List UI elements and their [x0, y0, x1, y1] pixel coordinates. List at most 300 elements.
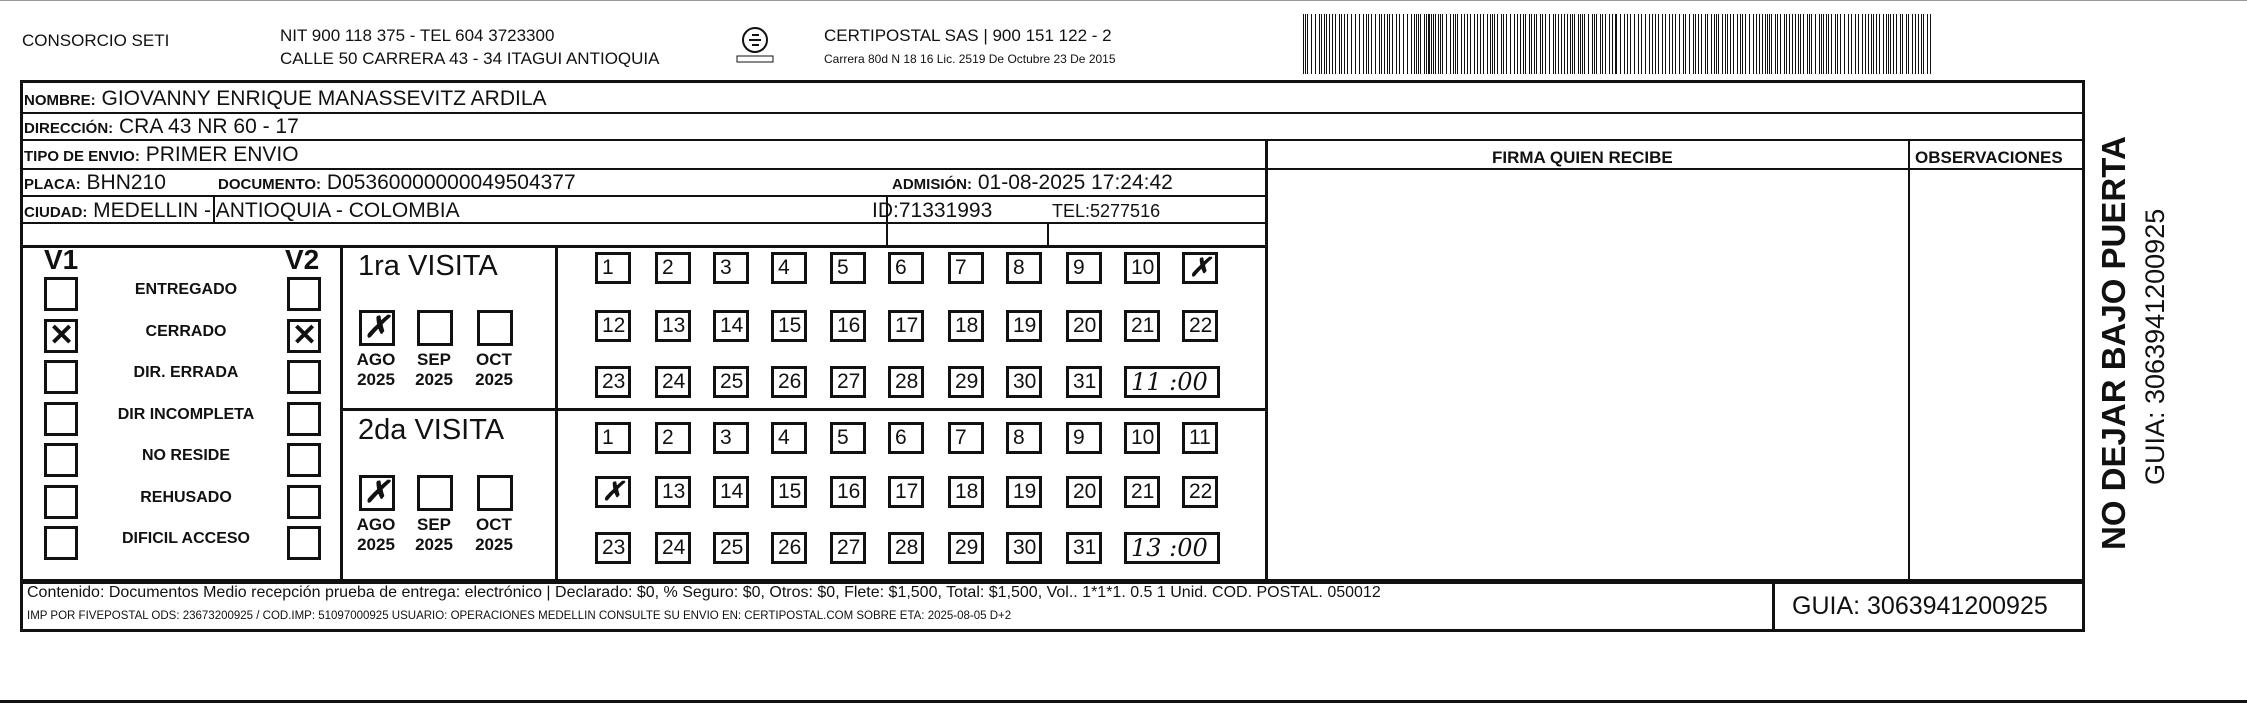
barcode-bar [1730, 14, 1731, 74]
barcode-bar [1762, 14, 1763, 74]
day-box[interactable]: 23 [595, 532, 631, 564]
day-box[interactable]: 6 [888, 252, 924, 284]
barcode-bar [1416, 14, 1417, 74]
barcode-bar [1900, 14, 1901, 74]
day-box[interactable]: 22 [1182, 476, 1218, 508]
barcode-bar [1379, 14, 1380, 74]
barcode-bar [1446, 14, 1447, 74]
barcode-bar [1669, 14, 1670, 74]
barcode-bar [1411, 14, 1412, 74]
month-checkbox[interactable] [477, 310, 513, 346]
day-box[interactable]: 26 [771, 366, 807, 398]
day-box[interactable]: 18 [948, 476, 984, 508]
barcode-bar [1848, 14, 1849, 74]
barcode-bar [1737, 14, 1738, 74]
barcode-bar [1359, 14, 1360, 74]
day-box[interactable]: 2 [655, 422, 691, 454]
barcode-bar [1347, 14, 1348, 74]
company-name: CONSORCIO SETI [22, 31, 170, 50]
barcode-bar [1665, 14, 1666, 74]
barcode-bar [1335, 14, 1336, 74]
month-year: 2025 [415, 535, 453, 554]
barcode-bar [1503, 14, 1504, 74]
barcode-bar [1725, 14, 1726, 74]
barcode-bar [1771, 14, 1772, 74]
barcode-bar [1407, 14, 1408, 74]
barcode-bar [1428, 14, 1430, 74]
barcode-bar [1742, 14, 1743, 74]
v1-checkbox[interactable] [44, 443, 78, 477]
barcode-bar [1615, 14, 1617, 74]
barcode-bar [1457, 14, 1458, 74]
barcode-bar [1324, 14, 1325, 74]
day-box-marked[interactable] [1182, 252, 1218, 284]
barcode-bar [1344, 14, 1345, 74]
day-box[interactable]: 31 [1066, 532, 1102, 564]
barcode-bar [1769, 14, 1770, 74]
barcode-bar [1414, 14, 1415, 74]
barcode-bar [1840, 14, 1841, 74]
day-box[interactable]: 18 [948, 310, 984, 342]
day-box[interactable]: 20 [1066, 476, 1102, 508]
barcode-bar [1679, 14, 1680, 74]
barcode-bar [1624, 14, 1625, 74]
month-checkbox[interactable] [477, 475, 513, 511]
barcode-bar [1698, 14, 1699, 74]
barcode-bar [1855, 14, 1856, 74]
day-box[interactable]: 21 [1124, 310, 1160, 342]
month-name: SEP [416, 515, 452, 534]
barcode-bar [1727, 14, 1728, 74]
barcode-bar [1888, 14, 1889, 74]
barcode-bar [1315, 14, 1316, 74]
barcode-bar [1609, 14, 1610, 74]
barcode-bar [1645, 14, 1646, 74]
documento-field: DOCUMENTO: D05360000000049504377 [218, 171, 576, 194]
day-box[interactable]: 24 [655, 366, 691, 398]
form-frame [20, 80, 2085, 584]
barcode-bar [1510, 14, 1511, 74]
barcode-bar [1384, 14, 1385, 74]
day-box[interactable]: 1 [595, 422, 631, 454]
barcode-bar [1303, 14, 1304, 74]
id-field: ID:71331993 [872, 199, 993, 222]
barcode-bar [1831, 14, 1832, 74]
barcode-bar [1433, 14, 1434, 74]
barcode-bar [1588, 14, 1589, 74]
barcode-bar [1851, 14, 1852, 74]
nombre-field: NOMBRE: GIOVANNY ENRIQUE MANASSEVITZ ARDILA [24, 87, 547, 110]
barcode-bar [1531, 14, 1532, 74]
v1-checkbox[interactable] [44, 526, 78, 560]
barcode-bar [1487, 14, 1488, 74]
barcode-bar [1311, 14, 1312, 74]
direccion-field: DIRECCIÓN: CRA 43 NR 60 - 17 [24, 115, 299, 138]
barcode-bar [1545, 14, 1546, 74]
barcode-bar [1906, 14, 1907, 74]
barcode-bar [1561, 14, 1562, 74]
barcode-bar [1714, 14, 1715, 74]
barcode-bar [1711, 14, 1712, 74]
firma-header: FIRMA QUIEN RECIBE [1492, 148, 1673, 167]
v1-label: V1 [44, 244, 79, 275]
barcode-bar [1789, 14, 1790, 74]
barcode-bar [1775, 14, 1776, 74]
day-box[interactable]: 25 [713, 532, 749, 564]
barcode-bar [1596, 14, 1597, 74]
barcode-bar [1387, 14, 1388, 74]
barcode-bar [1420, 14, 1421, 74]
barcode-bar [1893, 14, 1894, 74]
barcode-bar [1540, 14, 1541, 74]
barcode-bar [1658, 14, 1659, 74]
barcode-bar [1529, 14, 1530, 74]
day-box[interactable]: 9 [1066, 252, 1102, 284]
company-address: CALLE 50 CARRERA 43 - 34 ITAGUI ANTIOQUIA [280, 49, 660, 68]
barcode-bar [1815, 14, 1816, 74]
v1-checkbox[interactable] [44, 360, 78, 394]
barcode-bar [1520, 14, 1521, 74]
barcode-bar [1494, 14, 1495, 74]
day-box[interactable]: 5 [830, 422, 866, 454]
barcode-bar [1896, 14, 1897, 74]
day-box[interactable]: 15 [771, 310, 807, 342]
day-box[interactable]: 9 [1066, 422, 1102, 454]
barcode [1303, 14, 1935, 79]
day-box[interactable]: 26 [771, 532, 807, 564]
barcode-bar [1641, 14, 1642, 74]
barcode-bar [1497, 14, 1498, 74]
day-box[interactable]: 27 [830, 366, 866, 398]
day-box[interactable]: 5 [830, 252, 866, 284]
barcode-bar [1883, 14, 1884, 74]
barcode-bar [1921, 14, 1922, 74]
barcode-bar [1821, 14, 1822, 74]
visit1-title: 1ra VISITA [358, 250, 498, 282]
barcode-bar [1332, 14, 1333, 74]
barcode-bar [1930, 14, 1931, 74]
barcode-bar [1329, 14, 1330, 74]
barcode-bar [1381, 14, 1382, 74]
day-box[interactable]: 8 [1006, 252, 1042, 284]
ciudad-field: CIUDAD: MEDELLIN - ANTIOQUIA - COLOMBIA [24, 199, 460, 222]
barcode-bar [1602, 14, 1603, 74]
day-box[interactable]: 27 [830, 532, 866, 564]
barcode-bar [1612, 14, 1613, 74]
barcode-bar [1809, 14, 1810, 74]
month-mark-icon: ✗ [364, 475, 390, 510]
observaciones-header: OBSERVACIONES [1915, 148, 2063, 167]
barcode-bar [1819, 14, 1820, 74]
barcode-bar [1480, 14, 1481, 74]
barcode-bar [1716, 14, 1717, 74]
day-box[interactable]: 30 [1006, 366, 1042, 398]
barcode-bar [1389, 14, 1390, 74]
barcode-bar [1693, 14, 1694, 74]
barcode-bar [1455, 14, 1456, 74]
barcode-bar [1655, 14, 1656, 74]
barcode-bar [1795, 14, 1796, 74]
footer-imp: IMP POR FIVEPOSTAL ODS: 23673200925 / COD.IMP: 51097000925 USUARIO: OPERACIONES MEDELLIN CONSULTE SU ENVIO EN: CERTIPOSTAL.COM SOBRE ETA: 2025-08-05 D+2 [27, 610, 1012, 622]
v1-checkbox[interactable] [44, 277, 78, 311]
barcode-bar [1765, 14, 1766, 74]
barcode-bar [1807, 14, 1808, 74]
month-name: AGO [356, 515, 396, 534]
barcode-bar [1784, 14, 1785, 74]
month-checkbox[interactable] [417, 475, 453, 511]
v2-label: V2 [285, 244, 320, 275]
company-nit: NIT 900 118 375 - TEL 604 3723300 [280, 26, 555, 45]
month-mark-icon: ✗ [364, 310, 390, 345]
month-checkbox[interactable] [359, 310, 395, 346]
barcode-bar [1371, 14, 1372, 74]
admision-field: ADMISIÓN: 01-08-2025 17:24:42 [892, 171, 1173, 194]
barcode-bar [1879, 14, 1880, 74]
month-label [465, 350, 523, 390]
barcode-bar [1525, 14, 1526, 74]
barcode-bar [1803, 14, 1804, 74]
barcode-bar [1470, 14, 1471, 74]
footer-contenido: Contenido: Documentos Medio recepción prueba de entrega: electrónico | Declarado: $0, % Seguro: $0, Otros: $0, Flete: $1,500, Total: $1,500, Vol.. 1*1*1. 0.5 1 Unid. COD. POSTAL. 050012 [27, 584, 1381, 601]
month-checkbox[interactable] [359, 475, 395, 511]
month-name: OCT [476, 515, 512, 534]
day-box[interactable]: 13 [655, 476, 691, 508]
barcode-bar [1927, 14, 1928, 74]
day-box[interactable]: 22 [1182, 310, 1218, 342]
barcode-bar [1844, 14, 1845, 74]
barcode-bar [1594, 14, 1595, 74]
day-box[interactable]: 7 [948, 422, 984, 454]
carrier-license: Carrera 80d N 18 16 Lic. 2519 De Octubre 23 De 2015 [824, 52, 1116, 66]
barcode-bar [1753, 14, 1754, 74]
barcode-bar [1339, 14, 1340, 74]
barcode-bar [1701, 14, 1702, 74]
barcode-bar [1823, 14, 1824, 74]
barcode-bar [1307, 14, 1308, 74]
day-box[interactable]: 31 [1066, 366, 1102, 398]
day-box[interactable]: 24 [655, 532, 691, 564]
day-box[interactable]: 21 [1124, 476, 1160, 508]
barcode-bar [1627, 14, 1628, 74]
barcode-bar [1652, 14, 1653, 74]
barcode-bar [1366, 14, 1367, 74]
barcode-bar [1426, 14, 1427, 74]
barcode-bar [1786, 14, 1787, 74]
barcode-bar [1675, 14, 1676, 74]
day-box[interactable]: 14 [713, 310, 749, 342]
month-year: 2025 [415, 370, 453, 389]
day-box[interactable]: 30 [1006, 532, 1042, 564]
barcode-bar [1319, 14, 1320, 74]
barcode-bar [1467, 14, 1468, 74]
barcode-bar [1474, 14, 1475, 74]
day-box[interactable]: 29 [948, 366, 984, 398]
month-label [347, 515, 405, 555]
barcode-bar [1592, 14, 1593, 74]
barcode-bar [1707, 14, 1708, 74]
barcode-bar [1564, 14, 1565, 74]
barcode-bar [1756, 14, 1757, 74]
barcode-bar [1780, 14, 1781, 74]
day-box[interactable]: 3 [713, 252, 749, 284]
month-year: 2025 [357, 535, 395, 554]
day-box[interactable]: 19 [1006, 310, 1042, 342]
barcode-bar [1453, 14, 1454, 74]
barcode-bar [1777, 14, 1778, 74]
status-label: DIFICIL ACCESO [121, 530, 250, 547]
barcode-bar [1865, 14, 1866, 74]
barcode-bar [1826, 14, 1827, 74]
barcode-bar [1759, 14, 1760, 74]
day-box[interactable]: 17 [888, 310, 924, 342]
day-box[interactable]: 3 [713, 422, 749, 454]
barcode-bar [1871, 14, 1872, 74]
barcode-bar [1873, 14, 1874, 74]
day-box[interactable]: 14 [713, 476, 749, 508]
barcode-bar [1798, 14, 1799, 74]
barcode-bar [1438, 14, 1439, 74]
v1-checkbox[interactable] [44, 402, 78, 436]
barcode-bar [1392, 14, 1393, 74]
status-label: REHUSADO [140, 489, 232, 506]
month-label [405, 515, 463, 555]
day-box[interactable]: 16 [830, 476, 866, 508]
day-box[interactable]: 4 [771, 422, 807, 454]
month-label [347, 350, 405, 390]
barcode-bar [1862, 14, 1863, 74]
tel-field: TEL:5277516 [1052, 201, 1161, 221]
day-box[interactable]: 25 [713, 366, 749, 398]
barcode-bar [1835, 14, 1836, 74]
day-box[interactable]: 10 [1124, 252, 1160, 284]
month-label [465, 515, 523, 555]
barcode-bar [1908, 14, 1909, 74]
side-warning: NO DEJAR BAJO PUERTA [2095, 136, 2132, 550]
status-label: CERRADO [145, 323, 227, 340]
barcode-bar [1363, 14, 1364, 74]
barcode-bar [1890, 14, 1891, 74]
barcode-bar [1464, 14, 1465, 74]
day-box[interactable]: 15 [771, 476, 807, 508]
day-mark-icon: ✗ [602, 477, 624, 507]
day-box[interactable]: 16 [830, 310, 866, 342]
check-mark-icon: ✕ [292, 319, 318, 352]
barcode-bar [1811, 14, 1812, 74]
v1-checkbox[interactable] [44, 485, 78, 519]
barcode-bar [1567, 14, 1568, 74]
day-box[interactable]: 4 [771, 252, 807, 284]
barcode-bar [1584, 14, 1585, 74]
barcode-bar [1672, 14, 1673, 74]
barcode-bar [1634, 14, 1635, 74]
barcode-bar [1351, 14, 1352, 74]
barcode-bar [1718, 14, 1719, 74]
placa-field: PLACA: BHN210 [24, 171, 166, 194]
barcode-bar [1368, 14, 1369, 74]
day-box[interactable]: 10 [1124, 422, 1160, 454]
barcode-bar [1649, 14, 1650, 74]
barcode-bar [1501, 14, 1502, 74]
tipo-envio-field: TIPO DE ENVIO: PRIMER ENVIO [24, 143, 299, 166]
day-box[interactable]: 12 [595, 310, 631, 342]
time-box[interactable]: 11 :00 [1124, 366, 1220, 398]
day-box[interactable]: 13 [655, 310, 691, 342]
day-box[interactable]: 20 [1066, 310, 1102, 342]
barcode-bar [1506, 14, 1507, 74]
barcode-bar [1490, 14, 1491, 74]
barcode-bar [1918, 14, 1919, 74]
day-box[interactable]: 17 [888, 476, 924, 508]
barcode-bar [1600, 14, 1601, 74]
barcode-bar [1517, 14, 1518, 74]
barcode-bar [1396, 14, 1397, 74]
barcode-bar [1355, 14, 1356, 74]
day-box[interactable]: 11 [1182, 422, 1218, 454]
barcode-bar [1326, 14, 1327, 74]
day-box[interactable]: 1 [595, 252, 631, 284]
barcode-bar [1431, 14, 1432, 74]
day-box[interactable]: 23 [595, 366, 631, 398]
barcode-bar [1923, 14, 1924, 74]
side-guia: GUIA: 3063941200925 [2140, 208, 2170, 485]
barcode-bar [1683, 14, 1684, 74]
barcode-bar [1745, 14, 1746, 74]
barcode-bar [1492, 14, 1493, 74]
barcode-bar [1442, 14, 1443, 74]
month-name: SEP [416, 350, 452, 369]
barcode-bar [1837, 14, 1838, 74]
barcode-bar [1553, 14, 1554, 74]
time-box[interactable]: 13 :00 [1124, 532, 1220, 564]
month-label [405, 350, 463, 390]
day-box[interactable]: 7 [948, 252, 984, 284]
month-year: 2025 [475, 370, 513, 389]
day-box[interactable]: 8 [1006, 422, 1042, 454]
barcode-bar [1740, 14, 1741, 74]
barcode-bar [1886, 14, 1887, 74]
day-box[interactable]: 29 [948, 532, 984, 564]
barcode-bar [1580, 14, 1581, 74]
barcode-bar [1418, 14, 1419, 74]
barcode-bar [1483, 14, 1484, 74]
barcode-bar [1574, 14, 1575, 74]
barcode-bar [1722, 14, 1723, 74]
carrier-name: CERTIPOSTAL SAS | 900 151 122 - 2 [824, 26, 1112, 45]
barcode-bar [1572, 14, 1573, 74]
day-box[interactable]: 2 [655, 252, 691, 284]
day-box[interactable]: 19 [1006, 476, 1042, 508]
barcode-bar [1733, 14, 1734, 74]
day-box-marked[interactable] [595, 476, 631, 508]
month-year: 2025 [475, 535, 513, 554]
day-box[interactable]: 6 [888, 422, 924, 454]
status-label: ENTREGADO [134, 281, 238, 298]
day-box[interactable]: 28 [888, 366, 924, 398]
month-checkbox[interactable] [417, 310, 453, 346]
barcode-bar [1912, 14, 1913, 74]
barcode-bar [1341, 14, 1342, 74]
day-box[interactable]: 28 [888, 532, 924, 564]
status-label: DIR. ERRADA [133, 364, 239, 381]
barcode-bar [1534, 14, 1535, 74]
barcode-bar [1705, 14, 1706, 74]
barcode-bar [1828, 14, 1829, 74]
barcode-bar [1695, 14, 1696, 74]
visit2-title: 2da VISITA [358, 414, 505, 446]
barcode-bar [1605, 14, 1606, 74]
v1-checkbox[interactable] [44, 319, 78, 353]
barcode-bar [1915, 14, 1916, 74]
